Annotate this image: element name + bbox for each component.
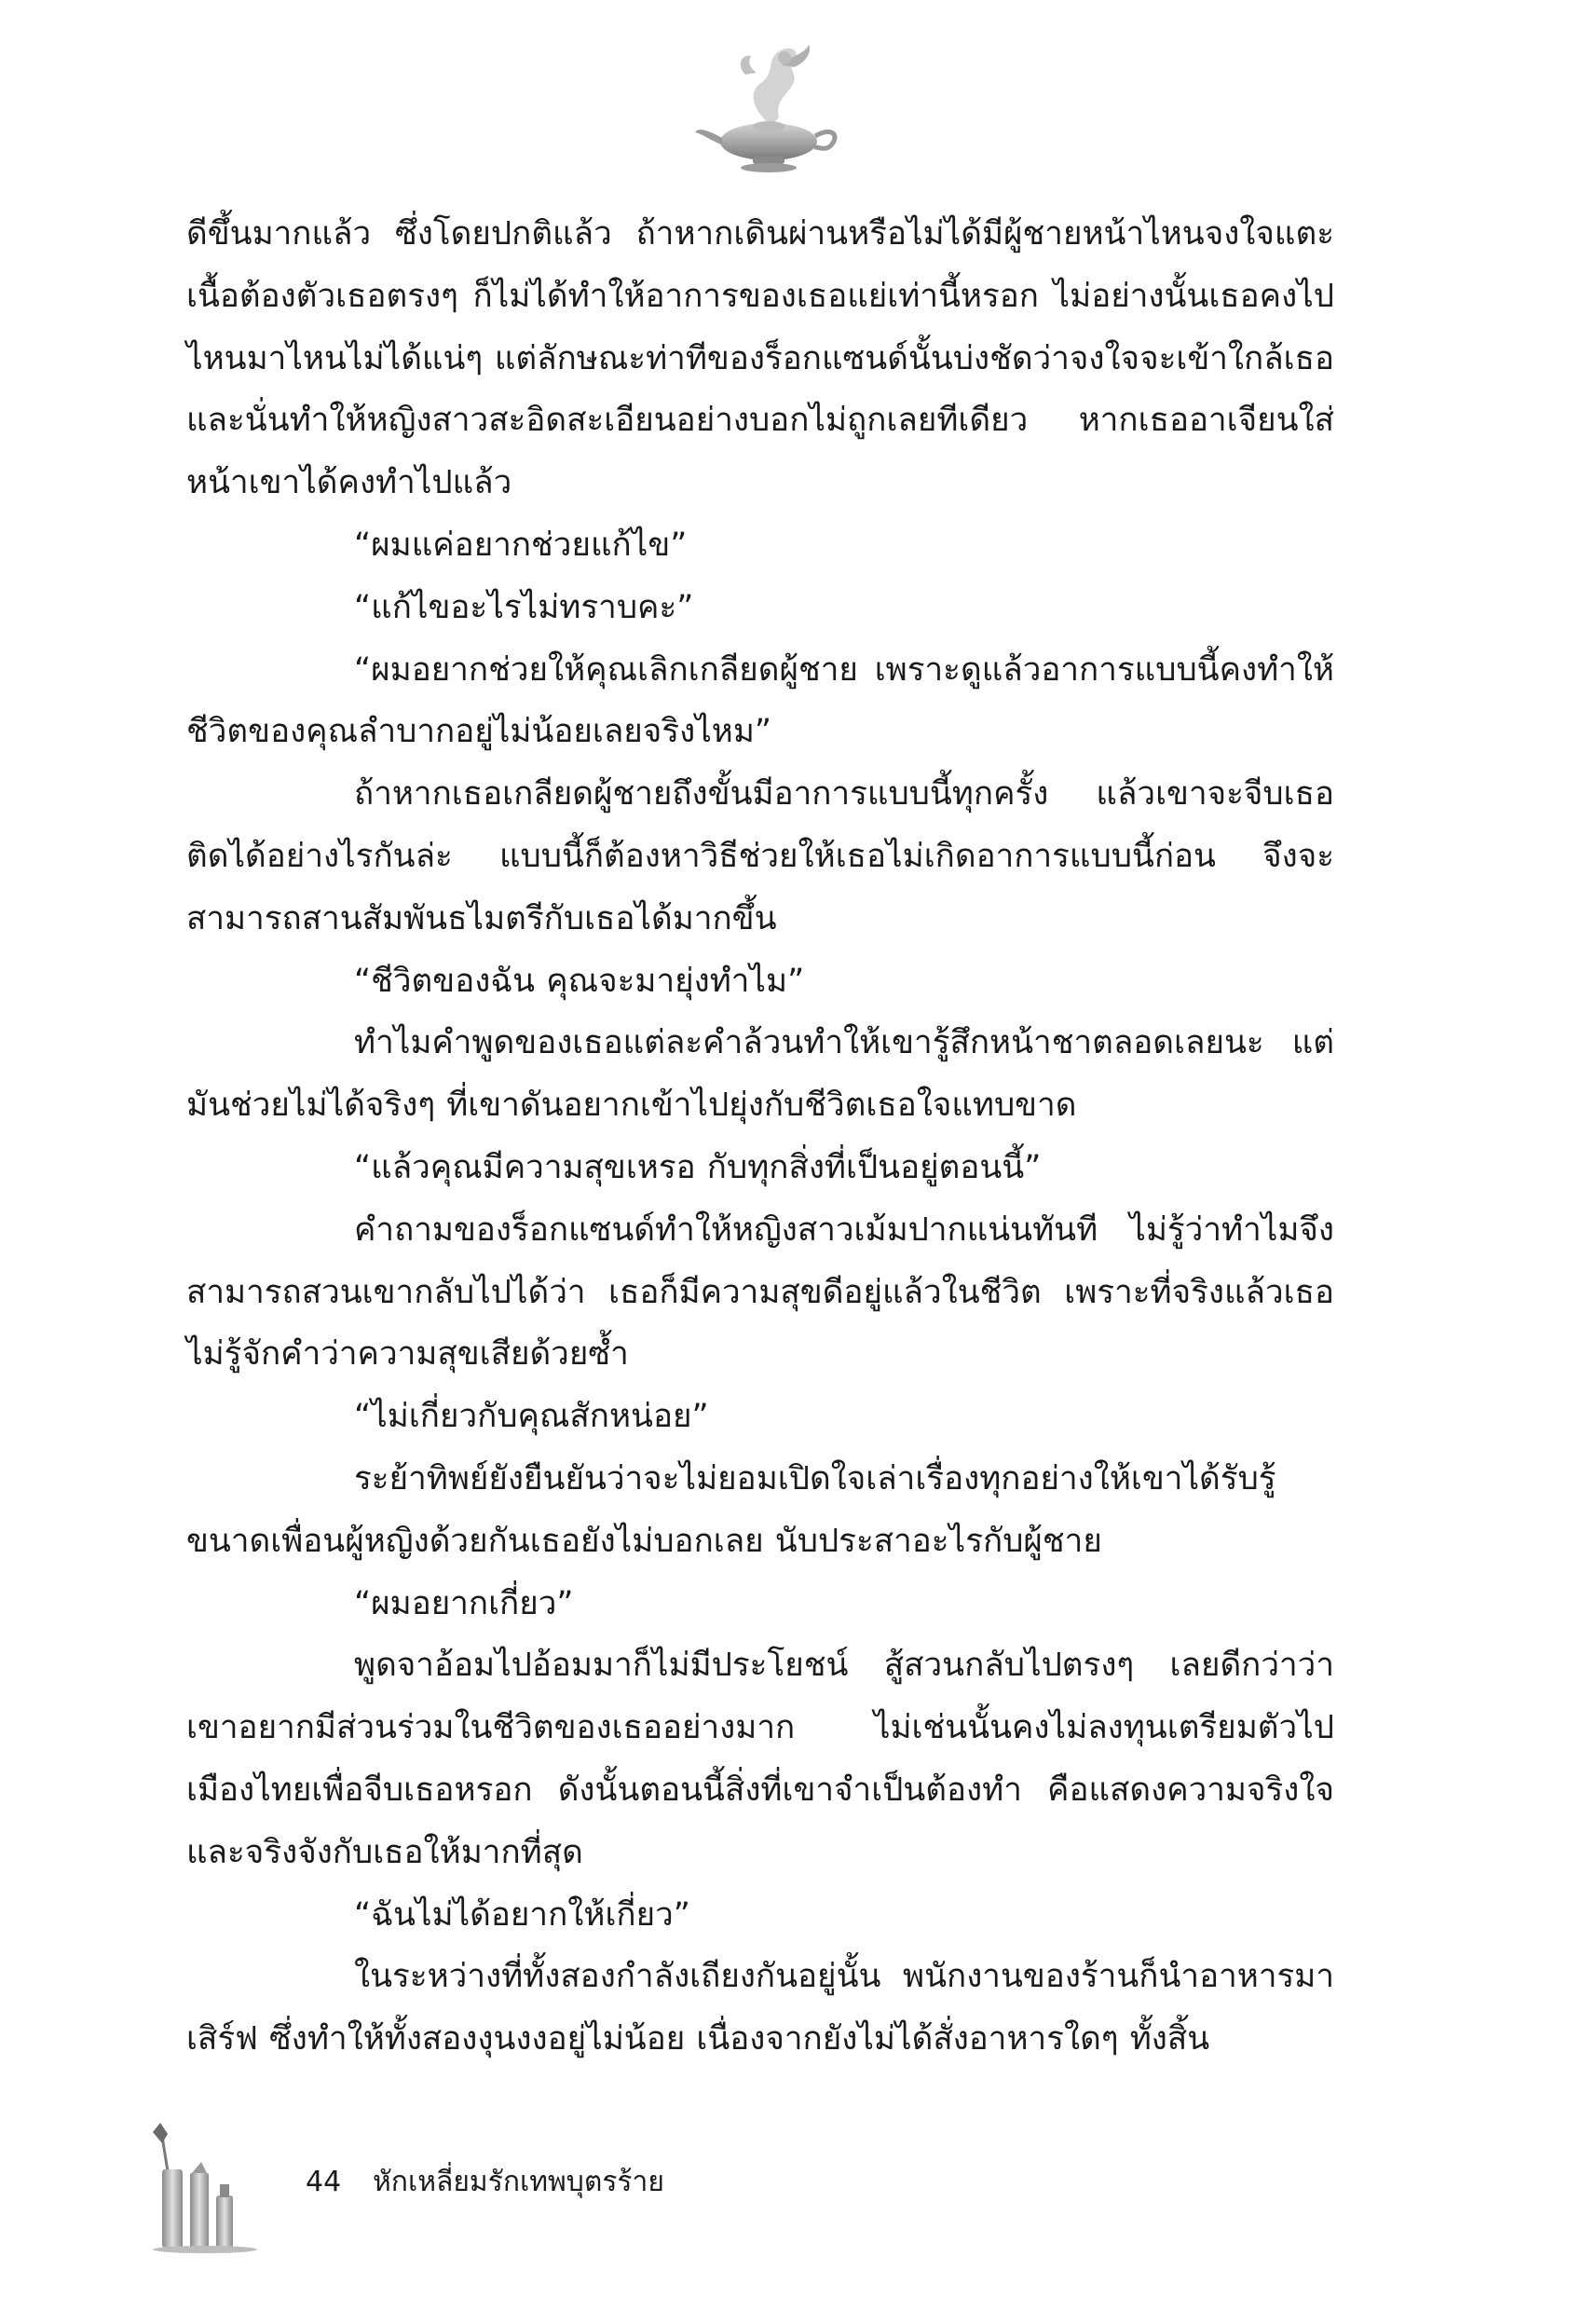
paragraph: ทำไมคำพูดของเธอแต่ละคำล้วนทำให้เขารู้สึกหน้าชาตลอดเลยนะ แต่มันช่วยไม่ได้จริงๆ ที่เขาดันอยากเข้าไปยุ่งกับชีวิตเธอใจแทบขาด xyxy=(186,1024,1334,1125)
page-number: 44 xyxy=(306,2166,342,2198)
book-title: หักเหลี่ยมรักเทพบุตรร้าย xyxy=(373,2166,664,2198)
cosmetics-icon xyxy=(140,2115,270,2255)
paragraph: ในระหว่างที่ทั้งสองกำลังเถียงกันอยู่นั้น พนักงานของร้านก็นำอาหารมาเสิร์ฟ ซึ่งทำให้ทั้งสองงุนงงอยู่ไม่น้อย เนื่องจากยังไม่ได้สั่งอาหารใดๆ ทั้งสิ้น xyxy=(186,1958,1334,2058)
paragraph: “ผมอยากช่วยให้คุณเลิกเกลียดผู้ชาย เพราะดูแล้วอาการแบบนี้คงทำให้ชีวิตของคุณลำบากอยู่ไม่น้อยเลยจริงไหม” xyxy=(186,650,1334,751)
body-text xyxy=(186,203,1334,2071)
paragraph: “ชีวิตของฉัน คุณจะมายุ่งทำไม” xyxy=(354,962,805,1000)
paragraph: “แก้ไขอะไรไม่ทราบคะ” xyxy=(354,588,694,626)
paragraph: “ผมแค่อยากช่วยแก้ไข” xyxy=(354,526,688,564)
paragraph: “ผมอยากเกี่ยว” xyxy=(354,1584,574,1622)
paragraph: “แล้วคุณมีความสุขเหรอ กับทุกสิ่งที่เป็นอยู่ตอนนี้” xyxy=(354,1148,1042,1186)
paragraph: “ไม่เกี่ยวกับคุณสักหน่อย” xyxy=(354,1398,709,1436)
paragraph: ระย้าทิพย์ยังยืนยันว่าจะไม่ยอมเปิดใจเล่าเรื่องทุกอย่างให้เขาได้รับรู้ ขนาดเพื่อนผู้หญิงด้วยกันเธอยังไม่บอกเลย นับประสาอะไรกับผู้ชาย xyxy=(186,1459,1276,1560)
paragraph: คำถามของร็อกแซนด์ทำให้หญิงสาวเม้มปากแน่นทันที ไม่รู้ว่าทำไมจึงสามารถสวนเขากลับไปได้ว่า เธอก็มีความสุขดีอยู่แล้วในชีวิต เพราะที่จริงแล้วเธอไม่รู้จักคำว่าความสุขเสียด้วยซ้ำ xyxy=(186,1210,1334,1374)
paragraph: ถ้าหากเธอเกลียดผู้ชายถึงขั้นมีอาการแบบนี้ทุกครั้ง แล้วเขาจะจีบเธอติดได้อย่างไรกันล่ะ แบบนี้ก็ต้องหาวิธีช่วยให้เธอไม่เกิดอาการแบบนี้ก่อน จึงจะสามารถสานสัมพันธไมตรีกับเธอได้มากขึ้น xyxy=(186,775,1334,937)
paragraph: ดีขึ้นมากแล้ว ซึ่งโดยปกติแล้ว ถ้าหากเดินผ่านหรือไม่ได้มีผู้ชายหน้าไหนจงใจแตะเนื้อต้องตัวเธอตรงๆ ก็ไม่ได้ทำให้อาการของเธอแย่เท่านี้หรอก ไม่อย่างนั้นเธอคงไปไหนมาไหนไม่ได้แน่ๆ แต่ลักษณะท่าทีของร็อกแซนด์นั้นบ่งชัดว่าจงใจจะเข้าใกล้เธอ และนั่นทำให้หญิงสาวสะอิดสะเอียนอย่างบอกไม่ถูกเลยทีเดียว หากเธออาเจียนใส่หน้าเขาได้คงทำไปแล้ว xyxy=(186,215,1334,502)
paragraph: “ฉันไม่ได้อยากให้เกี่ยว” xyxy=(354,1895,690,1934)
genie-lamp-icon xyxy=(689,37,848,177)
paragraph: พูดจาอ้อมไปอ้อมมาก็ไม่มีประโยชน์ สู้สวนกลับไปตรงๆ เลยดีกว่าว่าเขาอยากมีส่วนร่วมในชีวิตของเธออย่างมาก ไม่เช่นนั้นคงไม่ลงทุนเตรียมตัวไปเมืองไทยเพื่อจีบเธอหรอก ดังนั้นตอนนี้สิ่งที่เขาจำเป็นต้องทำ คือแสดงความจริงใจและจริงจังกับเธอให้มากที่สุด xyxy=(186,1647,1334,1871)
page-footer xyxy=(140,2115,792,2255)
